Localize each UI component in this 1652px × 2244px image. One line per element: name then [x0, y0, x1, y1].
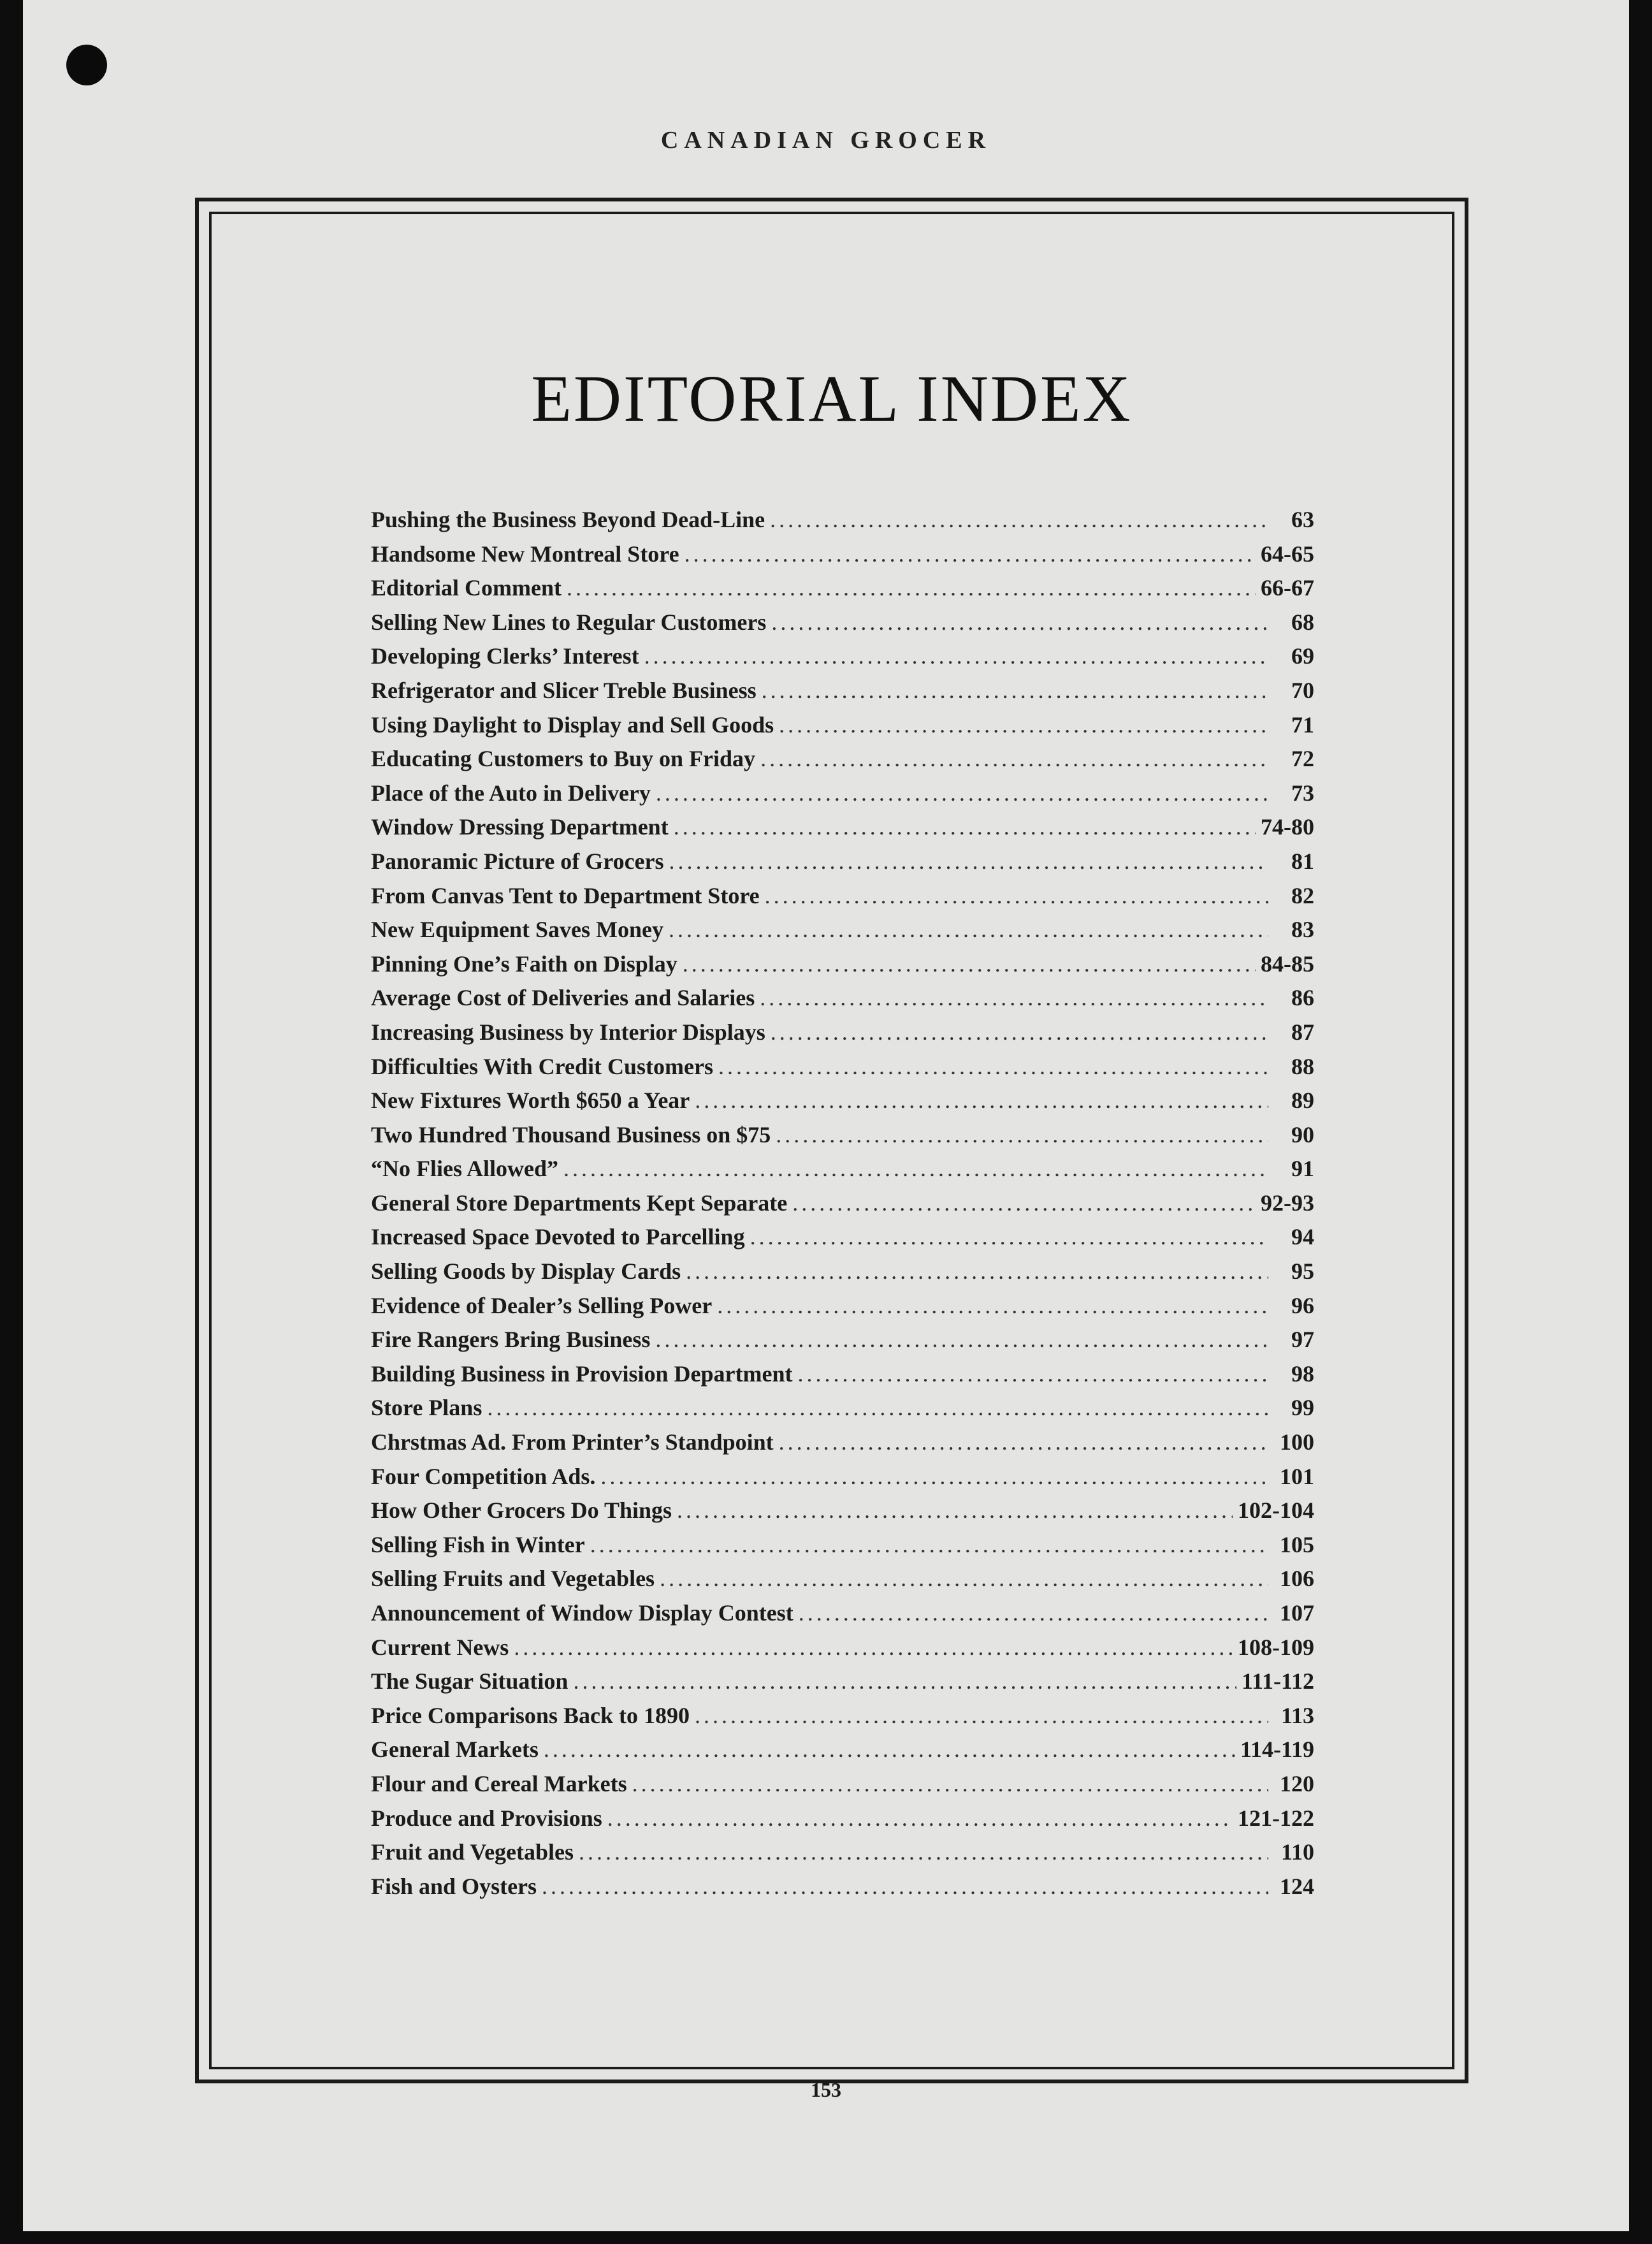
entry-title: Selling New Lines to Regular Customers [371, 609, 767, 635]
dot-leader [487, 1394, 1268, 1421]
index-entry [371, 1805, 1314, 1839]
entry-page: 82 [1291, 882, 1314, 908]
entry-page: 91 [1291, 1156, 1314, 1182]
entry-title: Pinning One’s Faith on Display [371, 951, 677, 977]
entry-title: Increased Space Devoted to Parcelling [371, 1224, 745, 1250]
index-entry [371, 1155, 1314, 1190]
index-entry [371, 813, 1314, 848]
entry-page: 113 [1280, 1702, 1314, 1728]
entry-page: 71 [1291, 711, 1314, 738]
dot-leader [686, 1258, 1268, 1285]
dot-leader [544, 1736, 1235, 1763]
entry-page: 92-93 [1261, 1190, 1314, 1216]
entry-title: Four Competition Ads. [371, 1463, 596, 1489]
dot-leader [695, 1087, 1268, 1114]
index-entry [371, 1565, 1314, 1599]
index-entry [371, 1599, 1314, 1634]
entry-page: 87 [1291, 1019, 1314, 1045]
index-entry [371, 643, 1314, 677]
entry-page: 95 [1291, 1258, 1314, 1285]
entry-page: 64-65 [1261, 541, 1314, 567]
index-entry [371, 1223, 1314, 1258]
scanned-page [23, 0, 1629, 2231]
index-entry [371, 951, 1314, 985]
entry-page: 108-109 [1238, 1634, 1314, 1660]
entry-page: 106 [1280, 1566, 1314, 1592]
index-entry [371, 1702, 1314, 1737]
index-entry [371, 745, 1314, 780]
index-entry [371, 1360, 1314, 1395]
entry-title: New Fixtures Worth $650 a Year [371, 1088, 690, 1114]
dot-leader [771, 1019, 1268, 1046]
dot-leader [573, 1668, 1236, 1694]
entry-title: Produce and Provisions [371, 1805, 602, 1831]
entry-page: 124 [1280, 1873, 1314, 1899]
entry-title: Educating Customers to Buy on Friday [371, 746, 756, 772]
entry-page: 63 [1291, 507, 1314, 532]
entry-page: 98 [1291, 1360, 1314, 1387]
index-entry [371, 1531, 1314, 1566]
index-entry [371, 916, 1314, 951]
dot-leader [542, 1873, 1268, 1900]
entry-page: 89 [1291, 1088, 1314, 1114]
entry-title: Store Plans [371, 1395, 482, 1421]
entry-title: Increasing Business by Interior Displays [371, 1019, 765, 1045]
page-number: 153 [811, 2078, 841, 2101]
entry-page: 66-67 [1261, 575, 1314, 601]
index-entry [371, 984, 1314, 1019]
entry-title: Using Daylight to Display and Sell Goods [371, 711, 774, 738]
dot-leader [760, 745, 1268, 772]
entry-title: Window Dressing Department [371, 814, 669, 840]
entry-title: Chrstmas Ad. From Printer’s Standpoint [371, 1429, 774, 1455]
dot-leader [685, 541, 1256, 567]
dot-leader [600, 1463, 1268, 1490]
entry-page: 74-80 [1261, 814, 1314, 840]
entry-title: The Sugar Situation [371, 1668, 569, 1694]
dot-leader [660, 1565, 1268, 1592]
entry-page: 83 [1291, 917, 1314, 943]
entry-title: Editorial Comment [371, 575, 562, 601]
index-entry [371, 1873, 1314, 1907]
dot-leader [669, 916, 1268, 943]
entry-title: Fruit and Vegetables [371, 1839, 574, 1865]
entry-page: 73 [1291, 780, 1314, 806]
dot-leader [579, 1839, 1268, 1865]
entry-title: Building Business in Provision Department [371, 1360, 793, 1387]
entry-title: Refrigerator and Slicer Treble Business [371, 677, 757, 703]
entry-title: Fish and Oysters [371, 1873, 537, 1899]
dot-leader [750, 1223, 1268, 1250]
index-entry [371, 848, 1314, 882]
entry-title: Developing Clerks’ Interest [371, 643, 639, 669]
index-entry [371, 677, 1314, 711]
dot-leader [776, 1121, 1268, 1148]
dot-leader [567, 574, 1256, 601]
entry-page: 69 [1291, 643, 1314, 669]
dot-leader [677, 1497, 1233, 1524]
entry-title: Pushing the Business Beyond Dead-Line [371, 507, 765, 532]
entry-page: 102-104 [1238, 1497, 1314, 1524]
index-entry [371, 1668, 1314, 1702]
entry-page: 84-85 [1261, 951, 1314, 977]
dot-leader [607, 1805, 1233, 1832]
dot-leader [718, 1053, 1268, 1080]
index-entry [371, 1497, 1314, 1531]
dot-leader [514, 1634, 1233, 1661]
dot-leader [762, 677, 1268, 704]
index-entry [371, 1258, 1314, 1292]
entry-title: Selling Fish in Winter [371, 1531, 585, 1557]
dot-leader [669, 848, 1268, 875]
index-entry [371, 1394, 1314, 1429]
dot-leader [644, 643, 1268, 669]
entry-page: 70 [1291, 677, 1314, 703]
running-head: CANADIAN GROCER [660, 127, 992, 154]
index-entry [371, 780, 1314, 814]
dot-leader [779, 1429, 1268, 1455]
index-entry [371, 1292, 1314, 1327]
entry-title: General Markets [371, 1737, 539, 1763]
index-entry [371, 1770, 1314, 1805]
entry-page: 101 [1280, 1463, 1314, 1489]
index-entry [371, 711, 1314, 746]
entry-title: New Equipment Saves Money [371, 917, 664, 943]
entry-title: Price Comparisons Back to 1890 [371, 1702, 690, 1728]
entry-page: 105 [1280, 1531, 1314, 1557]
entry-title: Announcement of Window Display Contest [371, 1600, 793, 1626]
entry-title: Handsome New Montreal Store [371, 541, 679, 567]
page-title: EDITORIAL INDEX [531, 362, 1133, 435]
entry-title: Evidence of Dealer’s Selling Power [371, 1292, 713, 1318]
entry-page: 121-122 [1238, 1805, 1314, 1831]
index-entry [371, 1019, 1314, 1053]
dot-leader [765, 882, 1268, 909]
index-entry [371, 1839, 1314, 1873]
entry-title: From Canvas Tent to Department Store [371, 882, 760, 908]
entry-title: Difficulties With Credit Customers [371, 1053, 713, 1079]
dot-leader [656, 780, 1268, 806]
dot-leader [563, 1155, 1268, 1182]
entry-page: 114-119 [1240, 1737, 1314, 1763]
index-entry [371, 1190, 1314, 1224]
entry-title: Average Cost of Deliveries and Salaries [371, 985, 755, 1011]
index-entry [371, 1736, 1314, 1770]
entry-title: Place of the Auto in Delivery [371, 780, 651, 806]
dot-leader [590, 1531, 1268, 1558]
dot-leader [717, 1292, 1268, 1319]
dot-leader [792, 1190, 1256, 1216]
entry-page: 99 [1291, 1395, 1314, 1421]
index-entry [371, 1326, 1314, 1360]
entry-page: 111-112 [1241, 1668, 1314, 1694]
entry-page: 68 [1291, 609, 1314, 635]
entry-page: 120 [1280, 1770, 1314, 1796]
binding-hole [66, 45, 107, 85]
dot-leader [760, 984, 1268, 1011]
entry-page: 81 [1291, 848, 1314, 874]
entry-title: Two Hundred Thousand Business on $75 [371, 1121, 771, 1148]
entry-title: Selling Fruits and Vegetables [371, 1566, 655, 1592]
entry-page: 96 [1291, 1292, 1314, 1318]
dot-leader [770, 506, 1268, 533]
entry-title: Flour and Cereal Markets [371, 1770, 627, 1796]
index-entry [371, 574, 1314, 609]
entry-title: “No Flies Allowed” [371, 1156, 558, 1182]
index-entry [371, 1121, 1314, 1156]
dot-leader [771, 609, 1268, 636]
entry-page: 97 [1291, 1327, 1314, 1353]
index-frame [195, 198, 1468, 2083]
entry-title: General Store Departments Kept Separate [371, 1190, 788, 1216]
index-entry [371, 1087, 1314, 1121]
dot-leader [799, 1599, 1268, 1626]
index-entry [371, 882, 1314, 917]
dot-leader [797, 1360, 1268, 1387]
entry-page: 88 [1291, 1053, 1314, 1079]
dot-leader [632, 1770, 1268, 1797]
dot-leader [779, 711, 1268, 738]
dot-leader [674, 813, 1256, 840]
entry-title: Current News [371, 1634, 509, 1660]
dot-leader [655, 1326, 1268, 1353]
entry-title: Fire Rangers Bring Business [371, 1327, 651, 1353]
dot-leader [695, 1702, 1268, 1729]
index-entry [371, 1053, 1314, 1088]
entry-title: Selling Goods by Display Cards [371, 1258, 681, 1285]
index-entry [371, 1634, 1314, 1668]
index-list [371, 506, 1314, 1907]
entry-page: 100 [1280, 1429, 1314, 1455]
index-entry [371, 1429, 1314, 1463]
entry-title: How Other Grocers Do Things [371, 1497, 672, 1524]
dot-leader [683, 951, 1256, 977]
entry-page: 107 [1280, 1600, 1314, 1626]
index-entry [371, 609, 1314, 643]
entry-page: 90 [1291, 1121, 1314, 1148]
index-entry [371, 1463, 1314, 1497]
index-entry [371, 506, 1314, 541]
entry-page: 94 [1291, 1224, 1314, 1250]
entry-page: 110 [1280, 1839, 1314, 1865]
entry-page: 86 [1291, 985, 1314, 1011]
entry-page: 72 [1291, 746, 1314, 772]
entry-title: Panoramic Picture of Grocers [371, 848, 664, 874]
index-entry [371, 541, 1314, 575]
